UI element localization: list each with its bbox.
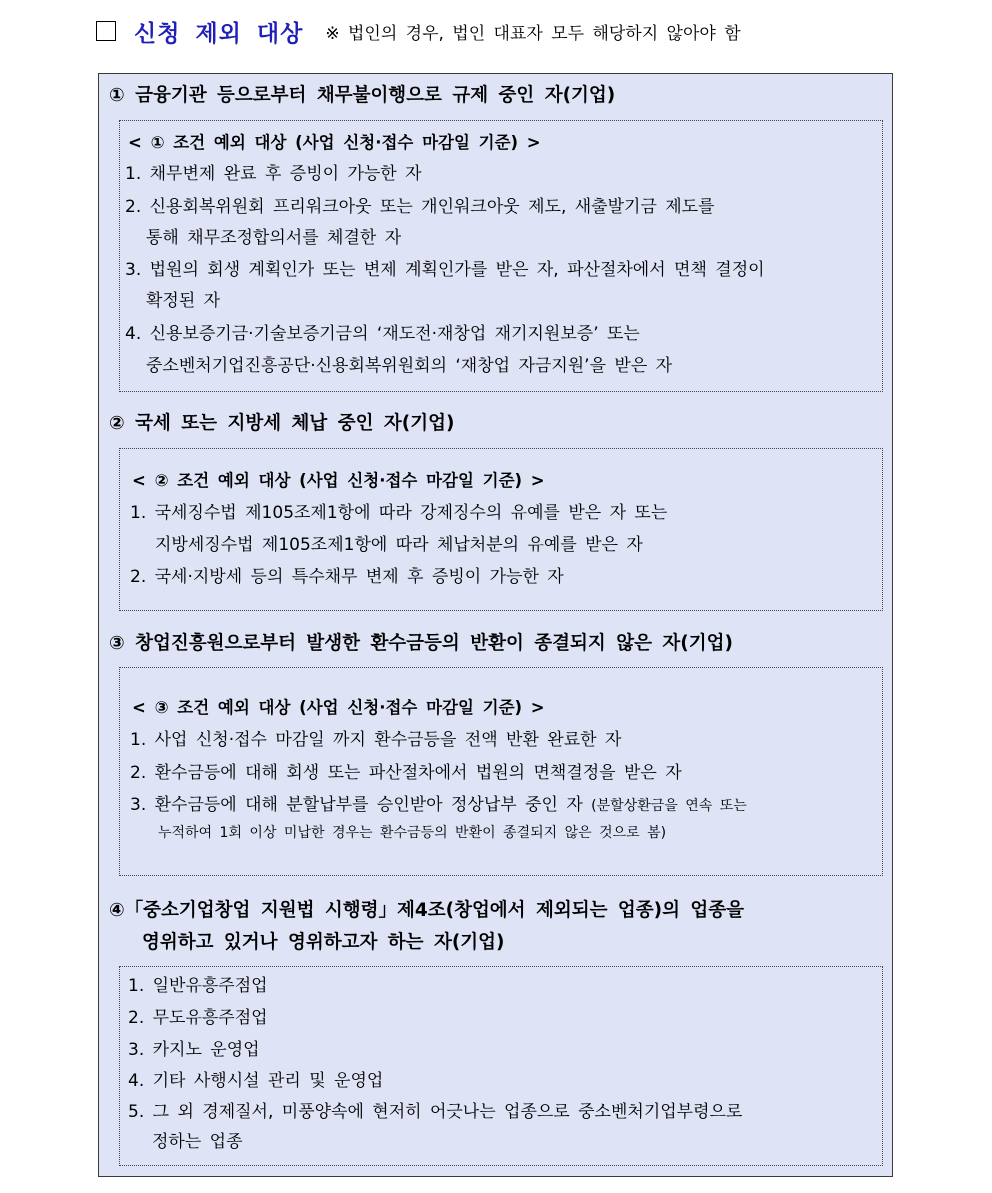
section-2-exception-box [119, 448, 883, 611]
section-2-item-1-cont: 지방세징수법 제105조제1항에 따라 체납처분의 유예를 받은 자 [155, 535, 643, 555]
section-4-item-1: 1. 일반유흥주점업 [128, 976, 268, 996]
section-4-title-line-2: 영위하고 있거나 영위하고자 하는 자(기업) [142, 932, 505, 953]
section-4-item-5: 5. 그 외 경제질서, 미풍양속에 현저히 어긋나는 업종으로 중소벤처기업부령으로 [128, 1102, 743, 1122]
header [96, 14, 741, 48]
section-3-item-1: 1. 사업 신청·접수 마감일 까지 환수금등을 전액 반환 완료한 자 [130, 730, 622, 750]
header-note: ※ 법인의 경우, 법인 대표자 모두 해당하지 않아야 함 [325, 23, 741, 44]
section-1-item-3-cont: 확정된 자 [146, 291, 221, 311]
section-3-item-3-note: (분할상환금을 연속 또는 [591, 798, 747, 814]
section-3-item-3-note-cont: 누적하여 1회 이상 미납한 경우는 환수금등의 반환이 종결되지 않은 것으로 봄) [158, 825, 667, 841]
section-1-exception-box [119, 120, 883, 392]
section-1-item-4-cont: 중소벤처기업진흥공단·신용회복위원회의 ‘재창업 자금지원’을 받은 자 [146, 356, 673, 376]
section-4-list-box [119, 966, 883, 1166]
section-3-title: ③ 창업진흥원으로부터 발생한 환수금등의 반환이 종결되지 않은 자(기업) [109, 633, 733, 654]
section-3-condition: < ③ 조건 예외 대상 (사업 신청·접수 마감일 기준) > [132, 698, 545, 717]
section-1-item-4: 4. 신용보증기금·기술보증기금의 ‘재도전·재창업 재기지원보증’ 또는 [125, 324, 640, 344]
section-3-item-3-text: 3. 환수금등에 대해 분할납부를 승인받아 정상납부 중인 자 [130, 795, 583, 815]
section-4-item-5-cont: 정하는 업종 [152, 1132, 243, 1152]
section-1-item-2: 2. 신용회복위원회 프리워크아웃 또는 개인워크아웃 제도, 새출발기금 제도를 [125, 197, 715, 217]
section-1-condition: < ① 조건 예외 대상 (사업 신청·접수 마감일 기준) > [128, 133, 541, 152]
section-1-item-2-cont: 통해 채무조정합의서를 체결한 자 [146, 228, 402, 248]
page-title: 신청 제외 대상 [134, 20, 304, 47]
section-2-condition: < ② 조건 예외 대상 (사업 신청·접수 마감일 기준) > [132, 471, 545, 490]
section-4-item-2: 2. 무도유흥주점업 [128, 1008, 268, 1028]
section-1-title: ① 금융기관 등으로부터 채무불이행으로 규제 중인 자(기업) [109, 85, 616, 106]
checkbox-icon[interactable] [96, 21, 116, 41]
section-4-title-line-1: ④「중소기업창업 지원법 시행령」제4조(창업에서 제외되는 업종)의 업종을 [109, 900, 745, 921]
section-3-exception-box [119, 667, 883, 876]
exclusion-panel [98, 73, 893, 1177]
section-2-item-1: 1. 국세징수법 제105조제1항에 따라 강제징수의 유예를 받은 자 또는 [130, 503, 668, 523]
section-4-item-4: 4. 기타 사행시설 관리 및 운영업 [128, 1071, 384, 1091]
section-3-item-2: 2. 환수금등에 대해 회생 또는 파산절차에서 법원의 면책결정을 받은 자 [130, 763, 682, 783]
section-4-item-3: 3. 카지노 운영업 [128, 1040, 260, 1060]
section-3-item-3 [130, 792, 747, 819]
section-1-item-1: 1. 채무변제 완료 후 증빙이 가능한 자 [125, 164, 422, 184]
section-2-item-2: 2. 국세·지방세 등의 특수채무 변제 후 증빙이 가능한 자 [130, 567, 564, 587]
section-2-title: ② 국세 또는 지방세 체납 중인 자(기업) [109, 413, 455, 434]
section-1-item-3: 3. 법원의 회생 계획인가 또는 변제 계획인가를 받은 자, 파산절차에서 면책 결정이 [125, 260, 765, 280]
